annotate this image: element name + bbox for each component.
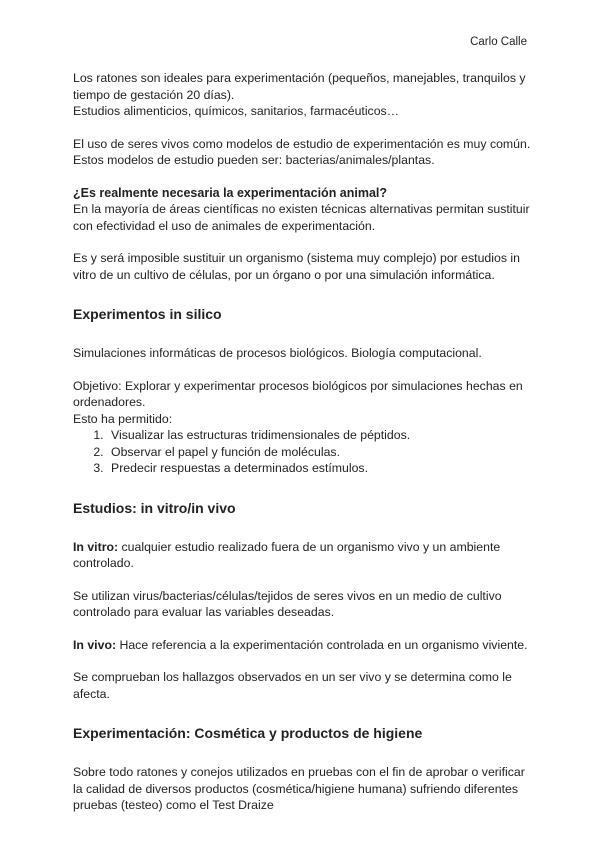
in-vitro-label: In vitro: [73, 539, 119, 554]
in-vivo-label: In vivo: [73, 637, 117, 652]
list-item: 1. Visualizar las estructuras tridimensionales de péptidos. [107, 427, 533, 444]
header-author: Carlo Calle [470, 36, 527, 48]
silico-paragraph-2: Objetivo: Explorar y experimentar procesos biológicos por simulaciones hechas en ordenadores. [73, 378, 523, 409]
silico-paragraph-1: Simulaciones informáticas de procesos biológicos. Biología computacional. [73, 346, 482, 360]
intro-paragraph-1: Los ratones son ideales para experimentación (pequeños, manejables, tranquilos y tiempo de gestación 20 días). [73, 71, 526, 102]
silico-heading: Experimentos in silico [73, 306, 222, 322]
question-heading: ¿Es realmente necesaria la experimentación animal? [73, 185, 388, 200]
estudios-paragraph-2: Se utilizan virus/bacterias/células/tejidos de seres vivos en un medio de cultivo controlado para evaluar las variables deseadas. [73, 588, 502, 619]
cosmetica-heading: Experimentación: Cosmética y productos de higiene [73, 725, 423, 741]
in-vivo-paragraph [73, 637, 533, 654]
estudios-paragraph-4: Se comprueban los hallazgos observados en un ser vivo y se determina como le afecta. [73, 670, 512, 701]
question-paragraph-2: Es y será imposible sustituir un organismo (sistema muy complejo) por estudios in vitro de un cultivo de células, por un órgano o por una simulación informática. [73, 251, 520, 282]
document-body [73, 70, 533, 814]
list-item: 3. Predecir respuestas a determinados estímulos. [107, 460, 533, 477]
silico-paragraph-3: Esto ha permitido: [73, 411, 173, 426]
in-vitro-text: cualquier estudio realizado fuera de un organismo vivo y un ambiente controlado. [73, 539, 501, 570]
intro-paragraph-3: El uso de seres vivos como modelos de estudio de experimentación es muy común. [73, 136, 531, 151]
in-vitro-paragraph [73, 539, 533, 572]
intro-paragraph-4: Estos modelos de estudio pueden ser: bacterias/animales/plantas. [73, 153, 435, 167]
question-paragraph-1: En la mayoría de áreas científicas no existen técnicas alternativas permitan sustituir con efectividad el uso de animales de experimentación. [73, 202, 530, 233]
silico-list [73, 427, 533, 477]
intro-paragraph-2: Estudios alimenticios, químicos, sanitarios, farmacéuticos… [73, 104, 399, 118]
list-item: 2. Observar el papel y función de moléculas. [107, 444, 533, 461]
in-vivo-text: Hace referencia a la experimentación controlada en un organismo viviente. [116, 637, 528, 652]
estudios-heading: Estudios: in vitro/in vivo [73, 499, 236, 516]
cosmetica-paragraph-1: Sobre todo ratones y conejos utilizados en pruebas con el fin de aprobar o verificar la calidad de diversos productos (cosmética/higiene humana) sufriendo diferentes pruebas (testeo) como el Test Draize [73, 765, 525, 812]
